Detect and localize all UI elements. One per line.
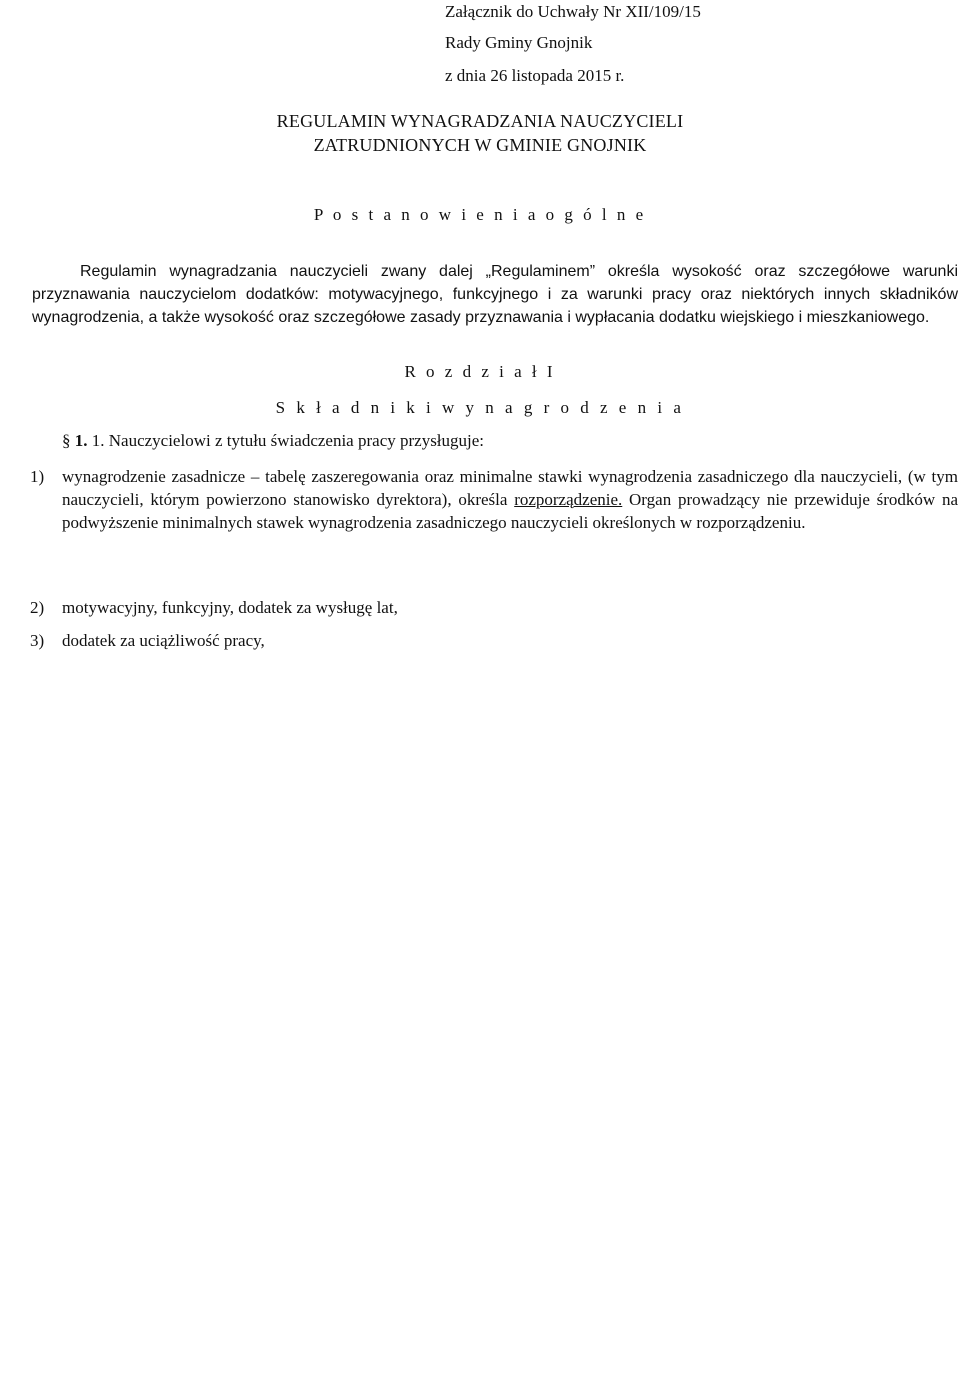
general-provisions-heading: P o s t a n o w i e n i a o g ó l n e [313, 205, 647, 224]
regulation-link[interactable]: rozporządzenie. [514, 490, 623, 509]
section-1-mark: 1. [74, 431, 88, 450]
list-item [30, 596, 958, 619]
list-item [30, 629, 958, 652]
list-item [30, 465, 958, 534]
intro-paragraph: Regulamin wynagradzania nauczycieli zwany dalej „Regulaminem” określa wysokość oraz szczegółowe warunki przyznawania nauczycielom dodatków: motywacyjnego, funkcyjnego i za warunki pracy oraz niektórych innych składników wynagrodzenia, a także wysokość oraz szczegółowe zasady przyznawania i wypłacania dodatku wiejskiego i mieszkaniowego. [32, 263, 958, 326]
document-title-line-1: REGULAMIN WYNAGRADZANIA NAUCZYCIELI [276, 111, 684, 131]
chapter-subtitle: S k ł a d n i k i w y n a g r o d z e n i a [275, 398, 685, 417]
attachment-header-line-1: Załącznik do Uchwały Nr XII/109/15 [445, 2, 701, 21]
document-title-line-2: ZATRUDNIONYCH W GMINIE GNOJNIK [313, 135, 647, 155]
list-item-number: 3) [30, 631, 45, 650]
list-item-number: 1) [30, 467, 45, 486]
list-item-number: 2) [30, 598, 45, 617]
section-sign: § [62, 431, 71, 450]
list-item-text: dodatek za uciążliwość pracy, [62, 631, 265, 650]
list-item-text: motywacyjny, funkcyjny, dodatek za wysługę lat, [62, 598, 398, 617]
attachment-header-line-3: z dnia 26 listopada 2015 r. [445, 66, 625, 85]
chapter-label: R o z d z i a ł I [404, 362, 556, 381]
section-1-intro [62, 429, 484, 452]
section-1-text: 1. Nauczycielowi z tytułu świadczenia pracy przysługuje: [91, 431, 485, 450]
list-item-text: wynagrodzenie zasadnicze – tabelę zaszeregowania oraz minimalne stawki wynagrodzenia zasadniczego dla nauczycieli, (w tym nauczycieli, którym powierzono stanowisko dyrektora), określa rozporządzenie. Organ prowadzący nie przewiduje środków na podwyższenie minimalnych stawek wynagrodzenia zasadniczego nauczycieli określonych w rozporządzeniu. [62, 467, 958, 532]
attachment-header-line-2: Rady Gminy Gnojnik [445, 33, 593, 52]
